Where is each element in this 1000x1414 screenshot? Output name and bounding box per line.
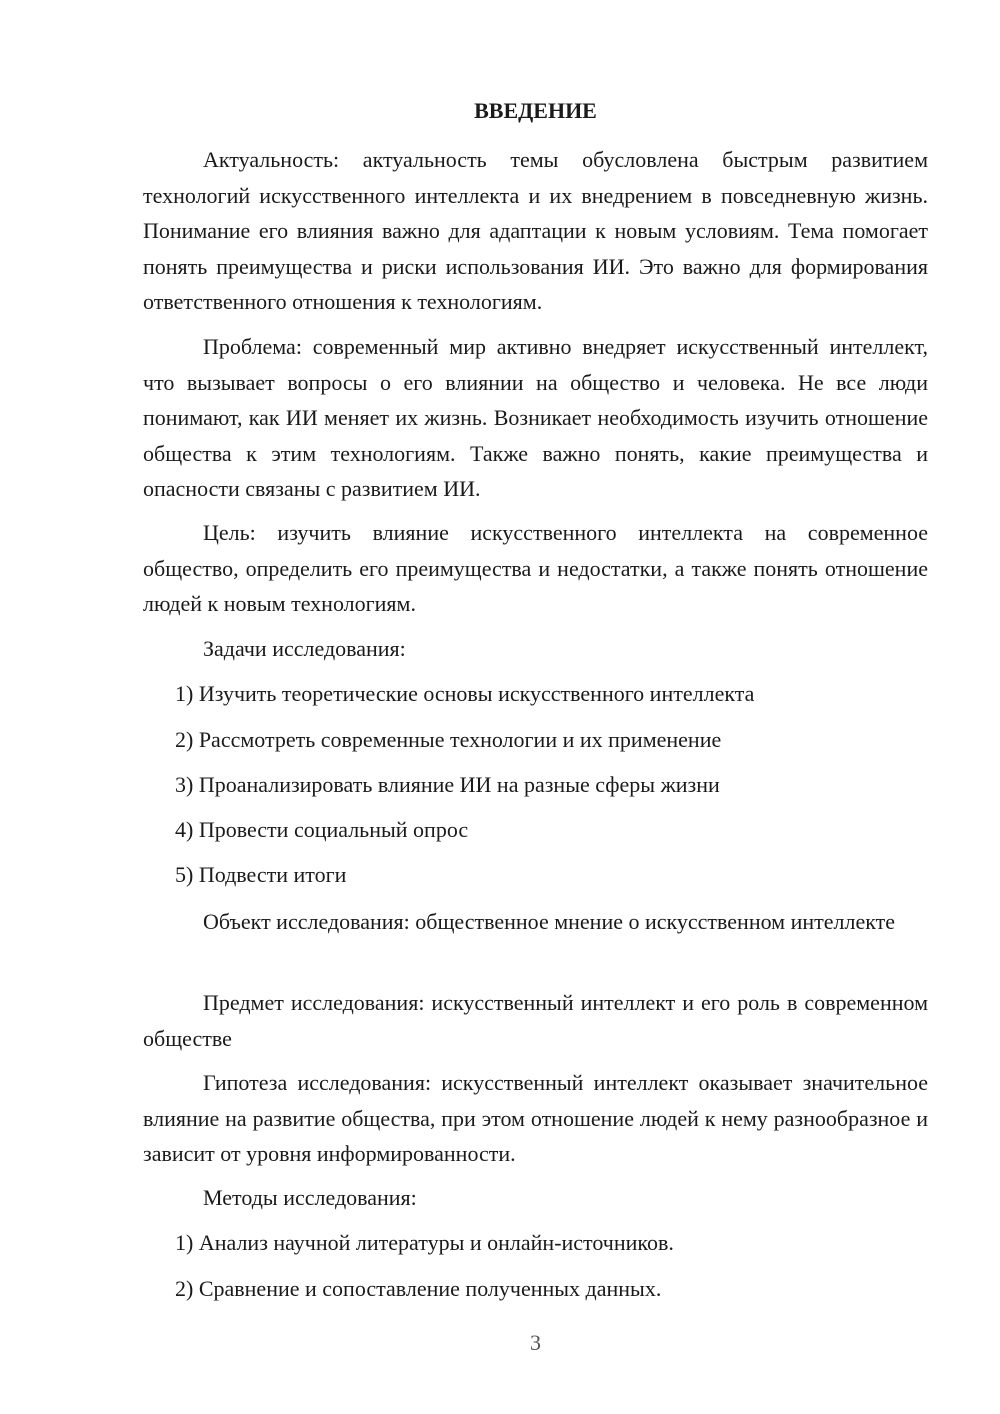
page-title: ВВЕДЕНИЕ [474, 98, 597, 123]
task-item: 1) Изучить теоретические основы искусственного интеллекта [175, 681, 755, 706]
subject-paragraph: Предмет исследования: искусственный интеллект и его роль в современном обществе [143, 990, 928, 1051]
object-paragraph: Объект исследования: общественное мнение о искусственном интеллекте [203, 909, 896, 934]
method-item: 2) Сравнение и сопоставление полученных данных. [175, 1276, 662, 1301]
method-item: 1) Анализ научной литературы и онлайн-источников. [175, 1230, 674, 1255]
task-item: 5) Подвести итоги [175, 862, 347, 887]
relevance-paragraph: Актуальность: актуальность темы обусловлена быстрым развитием технологий искусственного интеллекта и их внедрением в повседневную жизнь. Понимание его влияния важно для адаптации к новым условиям. Тема помогает понять преимущества и риски использования ИИ. Это важно для формирования ответственного отношения к технологиям. [143, 147, 928, 314]
task-item: 2) Рассмотреть современные технологии и их применение [175, 727, 722, 752]
page-number: 3 [530, 1330, 541, 1355]
goal-paragraph: Цель: изучить влияние искусственного интеллекта на современное общество, определить его преимущества и недостатки, а также понять отношение людей к новым технологиям. [143, 520, 928, 616]
hypothesis-paragraph: Гипотеза исследования: искусственный интеллект оказывает значительное влияние на развитие общества, при этом отношение людей к нему разнообразное и зависит от уровня информированности. [143, 1070, 928, 1166]
task-item: 4) Провести социальный опрос [175, 817, 469, 842]
task-item: 3) Проанализировать влияние ИИ на разные сферы жизни [175, 772, 720, 797]
methods-label: Методы исследования: [203, 1185, 417, 1210]
tasks-label: Задачи исследования: [203, 636, 406, 661]
problem-paragraph: Проблема: современный мир активно внедряет искусственный интеллект, что вызывает вопросы о его влиянии на общество и человека. Не все люди понимают, как ИИ меняет их жизнь. Возникает необходимость изучить отношение общества к этим технологиям. Также важно понять, какие преимущества и опасности связаны с развитием ИИ. [143, 334, 928, 501]
